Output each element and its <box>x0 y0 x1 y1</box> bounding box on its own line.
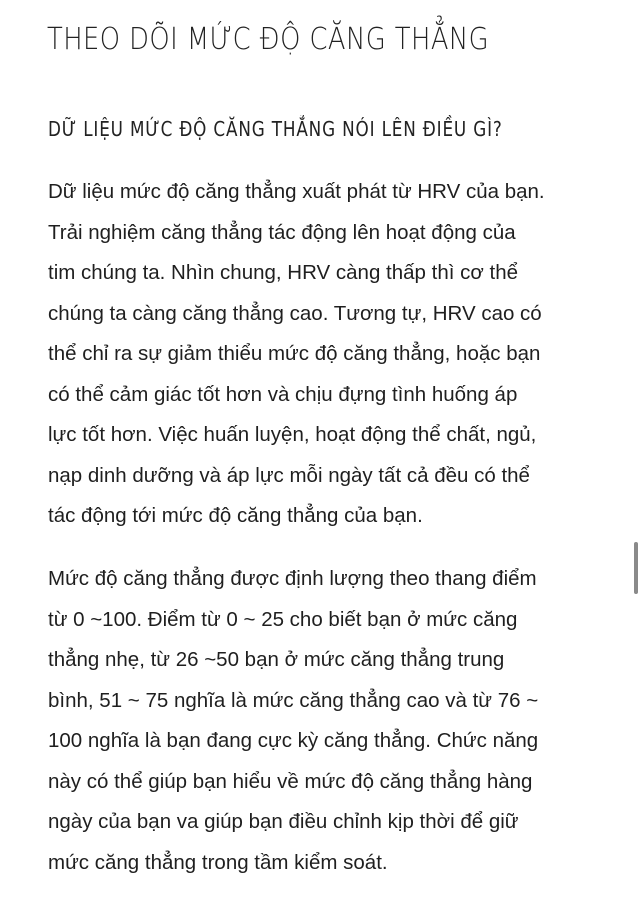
section-heading: DỮ LIỆU MỨC ĐỘ CĂNG THẲNG NÓI LÊN ĐIỀU GÌ? <box>48 117 503 141</box>
paragraph-hrv-explanation <box>48 172 608 537</box>
paragraph-line: Dữ liệu mức độ căng thẳng xuất phát từ HRV của bạn. <box>48 180 545 203</box>
paragraph-line: nạp dinh dưỡng và áp lực mỗi ngày tất cả đều có thể <box>48 463 530 487</box>
paragraph-line: bình, 51 ~ 75 nghĩa là mức căng thẳng cao và từ 76 ~ <box>48 688 539 712</box>
paragraph-line: tim chúng ta. Nhìn chung, HRV càng thấp thì cơ thể <box>48 261 519 284</box>
paragraph-line: tác động tới mức độ căng thẳng của bạn. <box>48 504 423 527</box>
paragraph-stress-scale <box>48 559 608 883</box>
paragraph-line: thể chỉ ra sự giảm thiểu mức độ căng thẳng, hoặc bạn <box>48 342 541 365</box>
scrollbar-thumb[interactable] <box>634 542 638 594</box>
paragraph-line: có thể cảm giác tốt hơn và chịu đựng tình huống áp <box>48 382 518 406</box>
paragraph-line: này có thể giúp bạn hiểu về mức độ căng thẳng hàng <box>48 769 533 793</box>
paragraph-line: 100 nghĩa là bạn đang cực kỳ căng thẳng. Chức năng <box>48 729 539 752</box>
paragraph-line: ngày của bạn va giúp bạn điều chỉnh kịp thời để giữ <box>48 810 519 833</box>
paragraph-line: mức căng thẳng trong tầm kiểm soát. <box>48 850 388 874</box>
paragraph-line: thẳng nhẹ, từ 26 ~50 bạn ở mức căng thẳng trung <box>48 648 505 671</box>
paragraph-line: từ 0 ~100. Điểm từ 0 ~ 25 cho biết bạn ở mức căng <box>48 607 518 631</box>
paragraph-line: lực tốt hơn. Việc huấn luyện, hoạt động thể chất, ngủ, <box>48 423 537 446</box>
paragraph-line: Trải nghiệm căng thẳng tác động lên hoạt động của <box>48 220 516 244</box>
page-title: THEO DÕI MỨC ĐỘ CĂNG THẲNG <box>47 22 490 57</box>
paragraph-line: Mức độ căng thẳng được định lượng theo thang điểm <box>48 567 537 590</box>
paragraph-line: chúng ta càng căng thẳng cao. Tương tự, HRV cao có <box>48 301 542 325</box>
